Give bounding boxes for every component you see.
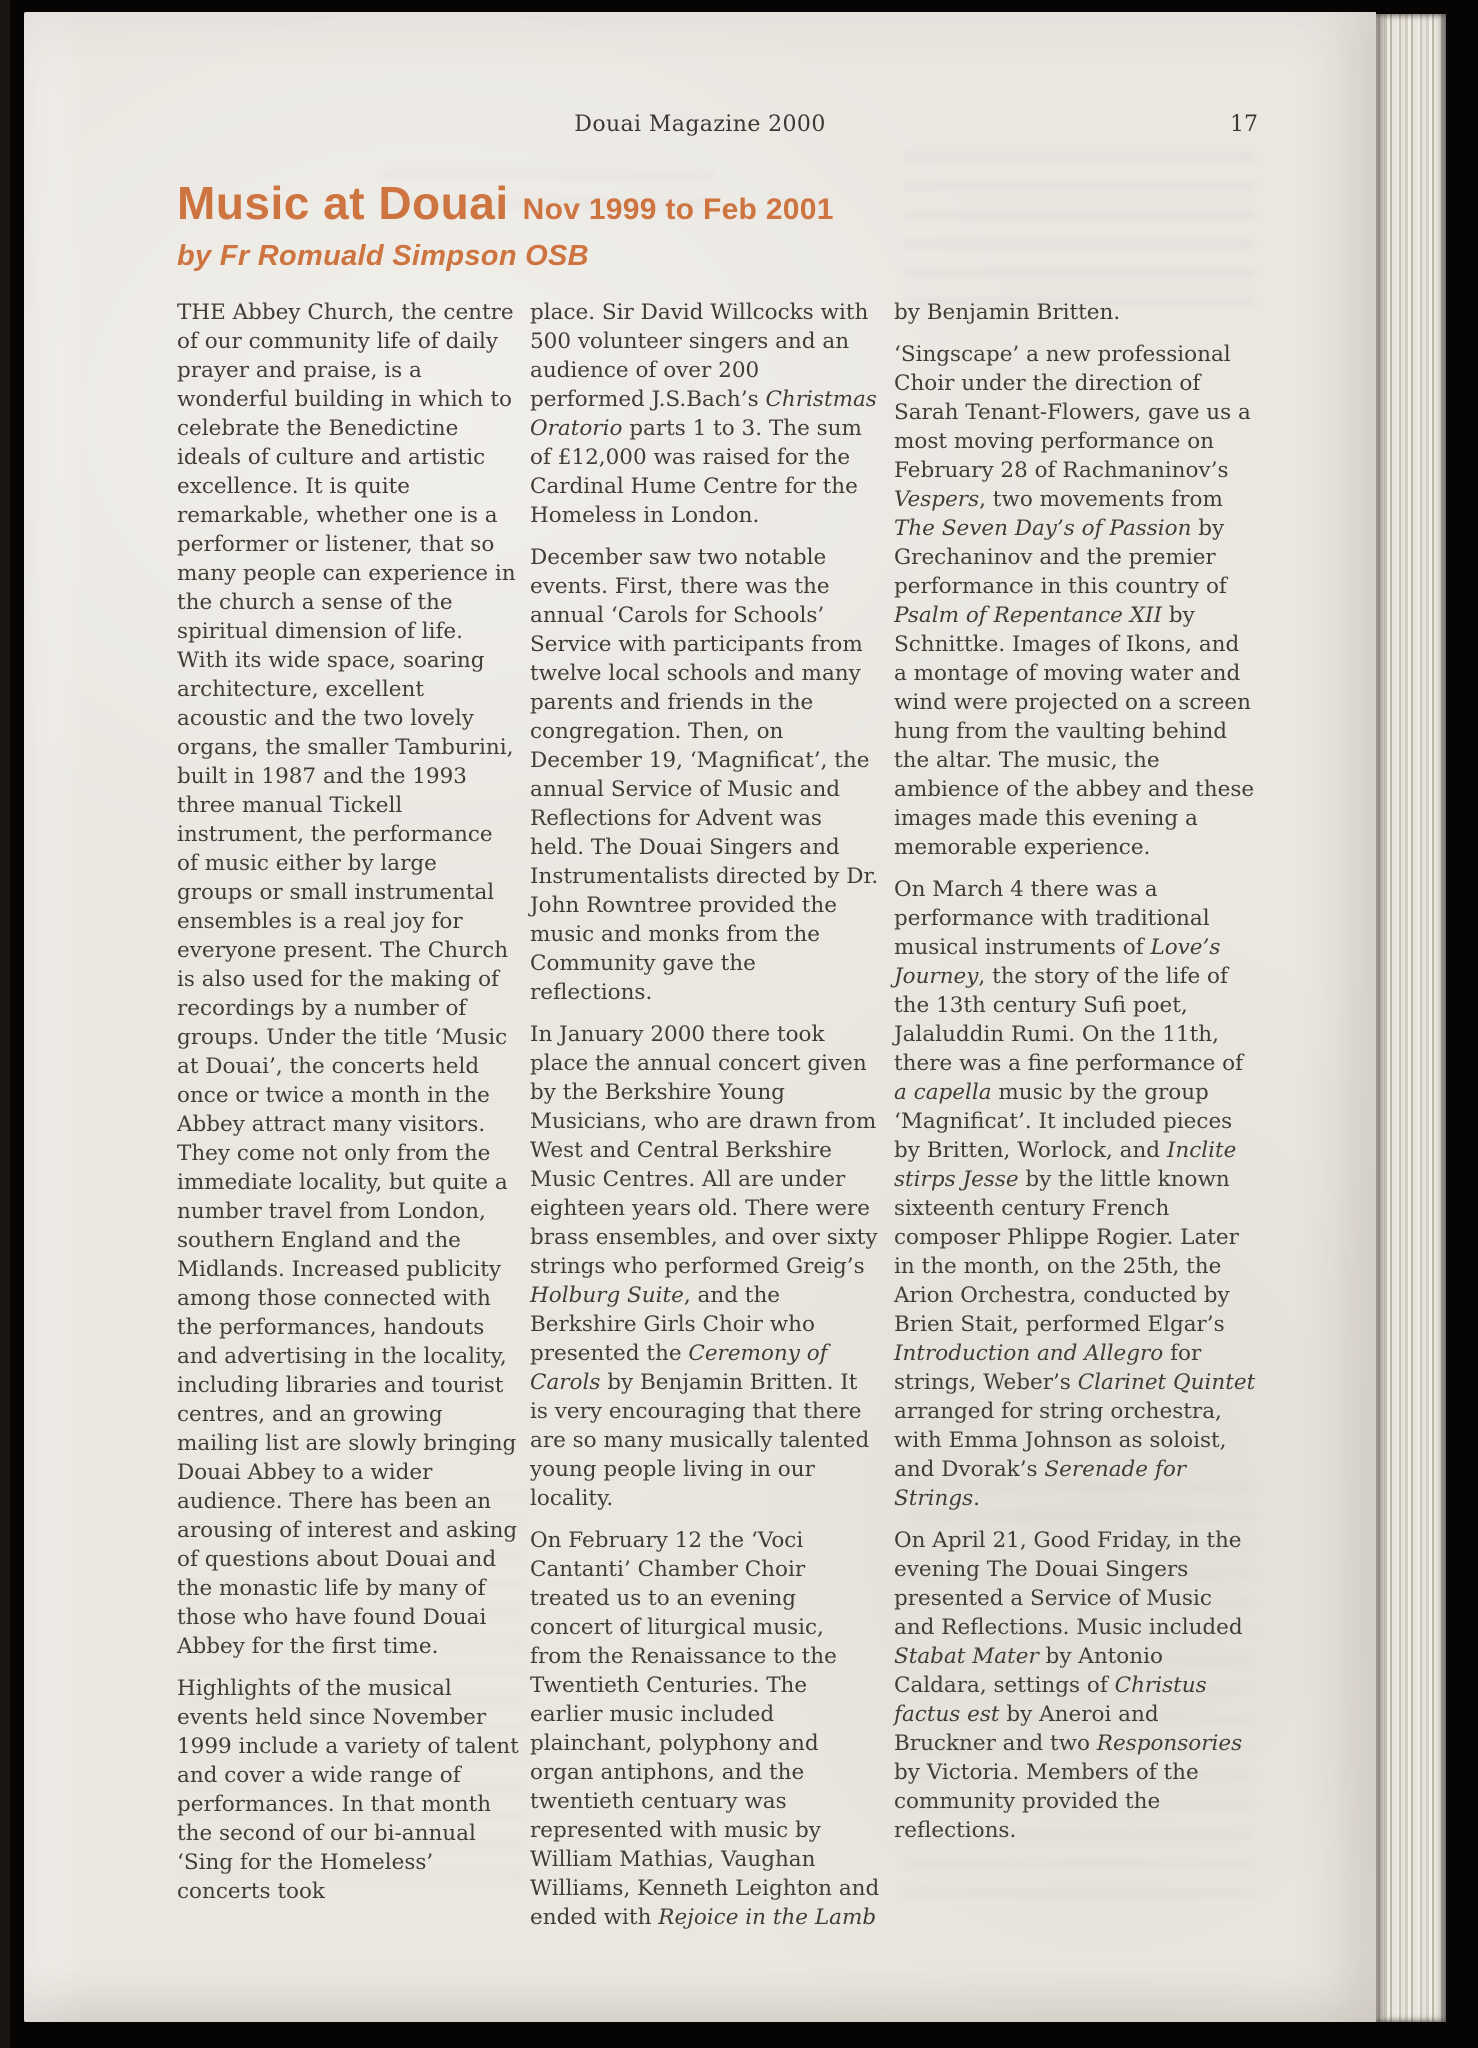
text-run: place. Sir David Willcocks with 500 volunteer singers and an audience of over 200 performed J.S.Bach’s bbox=[530, 300, 869, 412]
italic-text-run: Holburg Suite bbox=[530, 1283, 684, 1308]
article-paragraph bbox=[894, 340, 1256, 862]
article-title bbox=[177, 177, 1277, 229]
italic-text-run: a capella bbox=[894, 1080, 992, 1105]
text-run: December saw two notable events. First, there was the annual ‘Carols for Schools’ Service with participants from twelve local schools and many parents and friends in the congregation. Then, on December 19, ‘Magnificat’, the annual Service of Music and Reflections for Advent was held. The Douai Singers and Instrumentalists directed by Dr. John Rowntree provided the music and monks from the Community gave the reflections. bbox=[530, 545, 879, 1005]
italic-text-run: Serenade for Strings bbox=[894, 1457, 1187, 1511]
italic-text-run: Vespers bbox=[894, 487, 980, 512]
text-run: parts 1 to 3. The sum of £12,000 was raised for the Cardinal Hume Centre for the Homeless in London. bbox=[530, 416, 862, 528]
text-run: by Grechaninov and the premier performance in this country of bbox=[894, 516, 1227, 599]
italic-text-run: Christmas Oratorio bbox=[530, 387, 877, 441]
article-paragraph bbox=[530, 1020, 880, 1513]
article-paragraph bbox=[177, 298, 519, 1661]
text-run: , two movements from bbox=[979, 487, 1223, 512]
running-header bbox=[24, 112, 1376, 137]
magazine-title: Douai Magazine 2000 bbox=[574, 112, 826, 137]
italic-text-run: Psalm of Repentance XII bbox=[894, 603, 1163, 628]
text-run: by Victoria. Members of the community provided the reflections. bbox=[894, 1760, 1199, 1843]
text-run: . bbox=[973, 1486, 981, 1511]
text-run: arranged for string orchestra, with Emma Johnson as soloist, and Dvorak’s bbox=[894, 1399, 1227, 1482]
text-run: On April 21, Good Friday, in the evening The Douai Singers presented a Service of Music and Reflections. Music included bbox=[894, 1528, 1243, 1640]
magazine-page bbox=[24, 12, 1376, 2022]
article-paragraph bbox=[894, 875, 1256, 1513]
italic-text-run: Ceremony of Carols bbox=[530, 1341, 828, 1395]
text-run: by Schnittke. Images of Ikons, and a montage of moving water and wind were projected on a screen hung from the vaulting behind the altar. The music, the ambience of the abbey and these images made this evening a memorable experience. bbox=[894, 603, 1255, 860]
italic-text-run: Clarinet Quintet bbox=[1077, 1370, 1256, 1395]
article-paragraph bbox=[894, 298, 1256, 327]
article-column bbox=[894, 298, 1256, 1858]
text-run: THE Abbey Church, the centre of our community life of daily prayer and praise, is a wonderful building in which to celebrate the Benedictine ideals of culture and artistic excellence. It is quite remarkable, whether one is a performer or listener, that so many people can experience in the church a sense of the spiritual dimension of life. With its wide space, soaring architecture, excellent acoustic and the two lovely organs, the smaller Tamburini, built in 1987 and the 1993 three manual Tickell instrument, the performance of music either by large groups or small instrumental ensembles is a real joy for everyone present. The Church is also used for the making of recordings by a number of groups. Under the title ‘Music at Douai’, the concerts held once or twice a month in the Abbey attract many visitors. They come not only from the immediate locality, but quite a number travel from London, southern England and the Midlands. Increased publicity among those connected with the performances, handouts and advertising in the locality, including libraries and tourist centres, and an growing mailing list are slowly bringing Douai Abbey to a wider audience. There has been an arousing of interest and asking of questions about Douai and the monastic life by many of those who have found Douai Abbey for the first time. bbox=[177, 300, 518, 1659]
article-column bbox=[177, 298, 519, 1919]
text-run: In January 2000 there took place the annual concert given by the Berkshire Young Musicians, who are drawn from West and Central Berkshire Music Centres. All are under eighteen years old. There were brass ensembles, and over sixty strings who performed Greig’s bbox=[530, 1022, 878, 1279]
article-title-main: Music at Douai bbox=[177, 177, 509, 229]
article-paragraph bbox=[177, 1674, 519, 1906]
text-run: music by the group ‘Magnificat’. It included pieces by Britten, Worlock, and bbox=[894, 1080, 1233, 1163]
bleed-through-texture bbox=[904, 152, 1254, 317]
italic-text-run: Love’s Journey bbox=[894, 935, 1221, 989]
text-run: , the story of the life of the 13th century Sufi poet, Jalaluddin Rumi. On the 11th, there was a fine performance of bbox=[894, 964, 1244, 1076]
text-run: by Benjamin Britten. bbox=[894, 300, 1121, 325]
article-paragraph bbox=[894, 1526, 1256, 1845]
text-run: for strings, Weber’s bbox=[894, 1341, 1202, 1395]
page-number: 17 bbox=[1230, 112, 1258, 137]
text-run: by Aneroi and Bruckner and two bbox=[894, 1702, 1159, 1756]
article-date-range: Nov 1999 to Feb 2001 bbox=[522, 193, 834, 226]
text-run: , and the Berkshire Girls Choir who presented the bbox=[530, 1283, 815, 1366]
text-run: Highlights of the musical events held since November 1999 include a variety of talent and cover a wide range of performances. In that month the second of our bi-annual ‘Sing for the Homeless’ concerts took bbox=[177, 1676, 519, 1904]
text-run: On February 12 the ‘Voci Cantanti’ Chamber Choir treated us to an evening concert of liturgical music, from the Renaissance to the Twentieth Centuries. The earlier music included plainchant, polyphony and organ antiphons, and the twentieth centuary was represented with music by William Mathias, Vaughan Williams, Kenneth Leighton and ended with bbox=[530, 1528, 880, 1930]
italic-text-run: Introduction and Allegro bbox=[894, 1341, 1164, 1366]
article-paragraph bbox=[530, 298, 880, 530]
italic-text-run: The Seven Day’s of Passion bbox=[894, 516, 1192, 541]
italic-text-run: Christus factus est bbox=[894, 1673, 1207, 1727]
italic-text-run: Rejoice in the Lamb bbox=[658, 1905, 877, 1930]
italic-text-run: Inclite stirps Jesse bbox=[894, 1138, 1237, 1192]
text-run: by Antonio Caldara, settings of bbox=[894, 1644, 1163, 1698]
text-run: by Benjamin Britten. It is very encouraging that there are so many musically talented young people living in our locality. bbox=[530, 1370, 870, 1511]
article-byline: by Fr Romuald Simpson OSB bbox=[177, 240, 589, 272]
page-stack-edge bbox=[1376, 14, 1446, 2022]
italic-text-run: Responsories bbox=[1096, 1731, 1243, 1756]
text-run: by the little known sixteenth century French composer Phlippe Rogier. Later in the month, on the 25th, the Arion Orchestra, conducted by Brien Stait, performed Elgar’s bbox=[894, 1167, 1239, 1337]
text-run: On March 4 there was a performance with traditional musical instruments of bbox=[894, 877, 1210, 960]
text-run: ‘Singscape’ a new professional Choir under the direction of Sarah Tenant-Flowers, gave us a most moving performance on February 28 of Rachmaninov’s bbox=[894, 342, 1251, 483]
article-paragraph bbox=[530, 1526, 880, 1932]
article-paragraph bbox=[530, 543, 880, 1007]
italic-text-run: Stabat Mater bbox=[894, 1644, 1039, 1669]
article-column bbox=[530, 298, 880, 1945]
